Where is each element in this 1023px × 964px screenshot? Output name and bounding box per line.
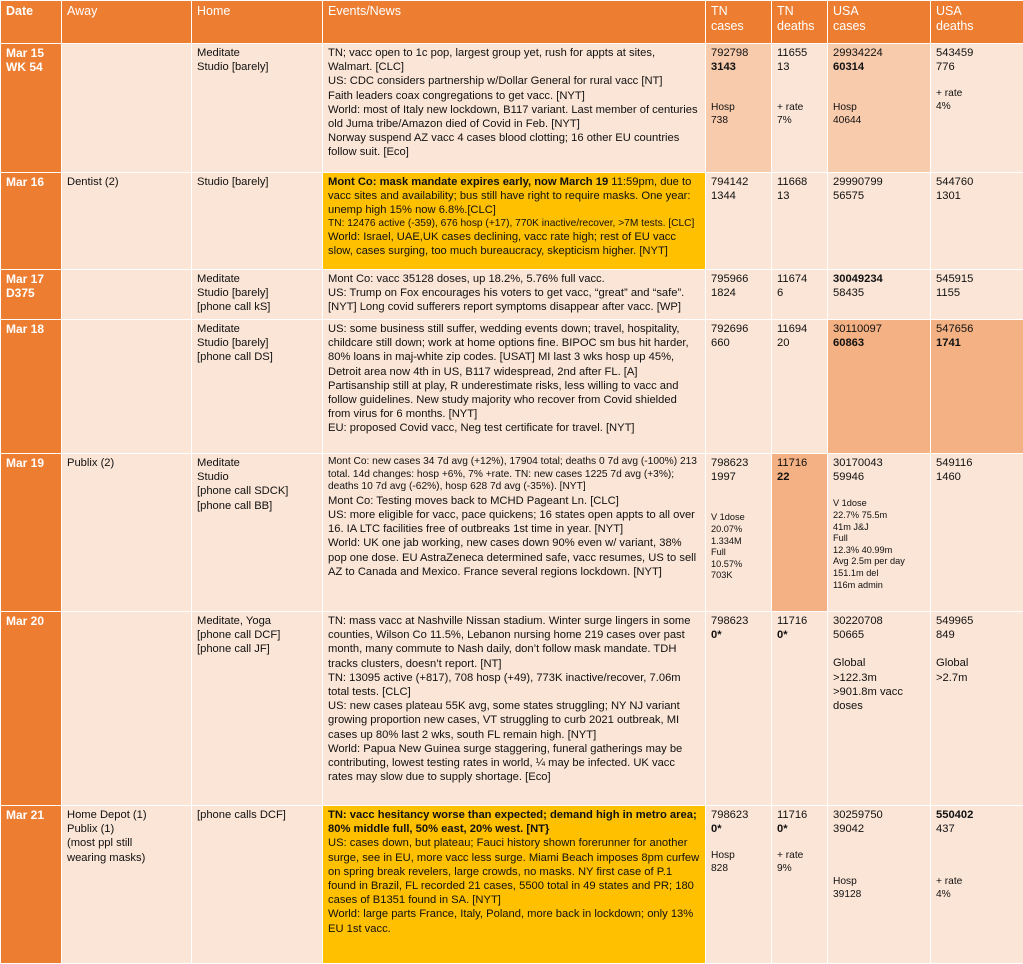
usa-cases-new: 59946 xyxy=(833,470,925,484)
tn-deaths-total: 11716 xyxy=(777,808,822,822)
usa-hosp: Hosp 39128 xyxy=(833,876,925,901)
header-row xyxy=(1,1,1023,44)
usa-deaths-total: 549116 xyxy=(936,456,1018,470)
header-tn-cases: TN cases xyxy=(706,1,772,44)
usa-vacc: V 1dose 22.7% 75.5m 41m J&J Full 12.3% 40.99m Avg 2.5m per day 151.1m del 116m admin xyxy=(833,498,925,591)
header-home: Home xyxy=(192,1,323,44)
tn-rate: + rate 9% xyxy=(777,850,822,875)
event-line: TN: 13095 active (+817), 708 hosp (+49), 773K inactive/recover, 7.06m total tests. [CLC] xyxy=(328,671,700,699)
tn-cases-new: 1824 xyxy=(711,286,766,300)
tn-deaths-total: 11655 xyxy=(777,46,822,60)
usa-cases-new: 39042 xyxy=(833,822,925,836)
usa-cases-total: 30170043 xyxy=(833,456,925,470)
tn-deaths-new: 6 xyxy=(777,286,822,300)
tn-hosp: Hosp 738 xyxy=(711,102,766,127)
table-row xyxy=(1,173,1023,270)
usa-cases-cell xyxy=(828,320,931,454)
tn-cases-cell xyxy=(706,270,772,320)
tn-cases-cell xyxy=(706,454,772,612)
away-cell: Publix (2) xyxy=(62,454,192,612)
usa-cases-cell xyxy=(828,454,931,612)
tn-deaths-cell xyxy=(772,270,828,320)
tn-deaths-new: 13 xyxy=(777,60,822,74)
home-cell: Studio [barely] xyxy=(192,173,323,270)
usa-cases-total: 30049234 xyxy=(833,272,925,286)
away-cell: Home Depot (1) Publix (1) (most ppl still wearing masks) xyxy=(62,806,192,964)
tn-deaths-total: 11668 xyxy=(777,175,822,189)
tn-deaths-cell xyxy=(772,454,828,612)
events-cell xyxy=(323,320,706,454)
tn-deaths-cell xyxy=(772,806,828,964)
tn-cases-new: 3143 xyxy=(711,60,766,74)
usa-cases-new: 60863 xyxy=(833,336,925,350)
header-usa-deaths: USA deaths xyxy=(931,1,1023,44)
usa-cases-total: 29934224 xyxy=(833,46,925,60)
usa-deaths-cell xyxy=(931,454,1023,612)
usa-rate: + rate 4% xyxy=(936,88,1018,113)
usa-deaths-new: 1155 xyxy=(936,286,1018,300)
usa-cases-total: 30110097 xyxy=(833,322,925,336)
tn-deaths-new: 0* xyxy=(777,822,822,836)
tn-deaths-new: 13 xyxy=(777,189,822,203)
tn-cases-new: 660 xyxy=(711,336,766,350)
usa-cases-cell xyxy=(828,612,931,806)
events-cell xyxy=(323,806,706,964)
event-line: TN; vacc open to 1c pop, largest group yet, rush for appts at sites, Walmart. [CLC] xyxy=(328,46,700,74)
header-away: Away xyxy=(62,1,192,44)
event-line: Mont Co: vacc 35128 doses, up 18.2%, 5.76% full vacc. xyxy=(328,272,700,286)
tn-vacc: V 1dose 20.07% 1.334M Full 10.57% 703K xyxy=(711,512,766,582)
usa-cases-total: 30259750 xyxy=(833,808,925,822)
home-cell: Meditate Studio [barely] xyxy=(192,44,323,173)
tn-cases-cell xyxy=(706,44,772,173)
usa-deaths-total: 547656 xyxy=(936,322,1018,336)
usa-deaths-new: 776 xyxy=(936,60,1018,74)
tn-cases-total: 795966 xyxy=(711,272,766,286)
tn-cases-new: 1997 xyxy=(711,470,766,484)
table-row xyxy=(1,612,1023,806)
tn-cases-total: 792798 xyxy=(711,46,766,60)
tn-hosp: Hosp 828 xyxy=(711,850,766,875)
event-line: TN: 12476 active (-359), 676 hosp (+17), 770K inactive/recover, >7M tests. [CLC] xyxy=(328,218,700,231)
events-cell xyxy=(323,612,706,806)
usa-deaths-total: 550402 xyxy=(936,808,1018,822)
usa-deaths-new: 1741 xyxy=(936,336,1018,350)
tn-deaths-total: 11694 xyxy=(777,322,822,336)
tn-cases-cell xyxy=(706,612,772,806)
tn-deaths-total: 11674 xyxy=(777,272,822,286)
table-row xyxy=(1,320,1023,454)
home-cell: Meditate, Yoga [phone call DCF] [phone call JF] xyxy=(192,612,323,806)
usa-cases-new: 56575 xyxy=(833,189,925,203)
events-cell xyxy=(323,44,706,173)
tn-rate: + rate 7% xyxy=(777,102,822,127)
usa-cases-cell xyxy=(828,44,931,173)
home-cell: [phone calls DCF] xyxy=(192,806,323,964)
usa-deaths-total: 544760 xyxy=(936,175,1018,189)
usa-deaths-new: 849 xyxy=(936,628,1018,642)
event-line: Norway suspend AZ vacc 4 cases blood clotting; 16 other EU countries follow suit. [Eco] xyxy=(328,131,700,159)
event-line: US: CDC considers partnership w/Dollar General for rural vacc [NT] xyxy=(328,74,700,88)
event-line: World: large parts France, Italy, Poland, more back in lockdown; only 13% EU 1st vacc. xyxy=(328,907,700,935)
global-cases: Global >122.3m >901.8m vacc doses xyxy=(833,656,925,713)
usa-deaths-new: 437 xyxy=(936,822,1018,836)
event-line: TN: vacc hesitancy worse than expected; demand high in metro area; 80% middle full, 50% east, 20% west. [NT} xyxy=(328,808,700,836)
tn-deaths-new: 0* xyxy=(777,628,822,642)
usa-deaths-new: 1460 xyxy=(936,470,1018,484)
events-cell xyxy=(323,454,706,612)
usa-cases-new: 50665 xyxy=(833,628,925,642)
date-cell: Mar 15 WK 54 xyxy=(1,44,62,173)
usa-cases-new: 60314 xyxy=(833,60,925,74)
event-line: US: some business still suffer, wedding events down; travel, hospitality, childcare still down; work at home options fine. BIPOC sm bus hit harder, 80% loans in maj-white zip codes. [USAT] MI last 3 wks hosp up 45%, Detroit area now 4th in US, B117 widespread, 2nd after FL. [A] Partisanship still at play, R underestimate risks, less willing to vacc and follow guidelines. New study majority who recover from Covid shielded from virus for 6 months. [NYT] xyxy=(328,322,700,421)
date-cell: Mar 21 xyxy=(1,806,62,964)
tn-cases-new: 1344 xyxy=(711,189,766,203)
usa-cases-total: 29990799 xyxy=(833,175,925,189)
events-cell xyxy=(323,270,706,320)
date-cell: Mar 20 xyxy=(1,612,62,806)
usa-cases-cell xyxy=(828,270,931,320)
event-line: US: new cases plateau 55K avg, some states struggling; NY NJ variant growing proportion new cases, VT struggling to curb 2021 outbreak, MI cases up 80% last 2 wks, south FL remain high. [NYT] xyxy=(328,699,700,742)
usa-deaths-total: 545915 xyxy=(936,272,1018,286)
event-line: Mont Co: mask mandate expires early, now March 19 11:59pm, due to vacc sites and availability; bus still have right to require masks. One year: unemp high 15% now 6.8%.[CLC] xyxy=(328,176,691,216)
usa-cases-total: 30220708 xyxy=(833,614,925,628)
away-cell: Dentist (2) xyxy=(62,173,192,270)
event-line: Mont Co: new cases 34 7d avg (+12%), 17904 total; deaths 0 7d avg (-100%) 213 total. 14d changes: hosp +6%, 7% +rate. TN: new cases 1225 7d avg (+3%); deaths 10 7d avg (-62%), hosp 628 7d avg (-35%). [NYT] xyxy=(328,456,700,494)
date-cell: Mar 17 D375 xyxy=(1,270,62,320)
usa-deaths-total: 543459 xyxy=(936,46,1018,60)
usa-hosp: Hosp 40644 xyxy=(833,102,925,127)
header-events: Events/News xyxy=(323,1,706,44)
usa-cases-cell xyxy=(828,173,931,270)
away-cell xyxy=(62,270,192,320)
usa-deaths-cell xyxy=(931,806,1023,964)
usa-deaths-cell xyxy=(931,270,1023,320)
usa-deaths-cell xyxy=(931,612,1023,806)
tn-deaths-total: 11716 xyxy=(777,456,822,470)
table-row xyxy=(1,270,1023,320)
tn-deaths-new: 20 xyxy=(777,336,822,350)
tn-cases-total: 798623 xyxy=(711,614,766,628)
date-cell: Mar 18 xyxy=(1,320,62,454)
tn-deaths-new: 22 xyxy=(777,470,822,484)
header-date: Date xyxy=(1,1,62,44)
home-cell: Meditate Studio [barely] [phone call kS] xyxy=(192,270,323,320)
home-cell: Meditate Studio [barely] [phone call DS] xyxy=(192,320,323,454)
event-line: US: Trump on Fox encourages his voters to get vacc, “great” and “safe”. [NYT] Long covid sufferers report symptoms disappear after vacc. [WP] xyxy=(328,286,700,314)
away-cell xyxy=(62,320,192,454)
tn-cases-cell xyxy=(706,806,772,964)
usa-cases-new: 58435 xyxy=(833,286,925,300)
table-row xyxy=(1,44,1023,173)
event-line: TN: mass vacc at Nashville Nissan stadium. Winter surge lingers in some counties, Wilson Co 11.5%, Lebanon nursing home 219 cases over past month, many commute to Nash daily, don’t follow mask mandate. TDH tracks clusters, doesn’t report. [NT] xyxy=(328,614,700,671)
event-line: World: Papua New Guinea surge staggering, funeral gatherings may be contributing, lowest testing rates in world, ¼ may be infected. UK vacc rates may slow due to supply shortage. [Eco] xyxy=(328,742,700,785)
event-line: Faith leaders coax congregations to get vacc. [NYT] xyxy=(328,89,700,103)
date-cell: Mar 16 xyxy=(1,173,62,270)
event-line: US: cases down, but plateau; Fauci history shown forerunner for another surge, see in EU, more vacc less surge. Miami Beach imposes 8pm curfew on spring break revelers, large crowds, no masks. NY first case of P.1 found in Brazil, FL recorded 21 cases, 5500 total in 49 states and PR; 180 cases of B1351 found in SA. [NYT] xyxy=(328,836,700,907)
usa-deaths-cell xyxy=(931,173,1023,270)
event-line: World: UK one jab working, new cases down 90% even w/ variant, 38% pop one dose. EU AstraZeneca determined safe, vacc resumes, US to sell AZ to Canada and Mexico. France several regions lockdown. [NYT] xyxy=(328,536,700,579)
tn-cases-total: 792696 xyxy=(711,322,766,336)
tn-cases-total: 798623 xyxy=(711,808,766,822)
tn-cases-new: 0* xyxy=(711,628,766,642)
tn-cases-new: 0* xyxy=(711,822,766,836)
tn-deaths-cell xyxy=(772,320,828,454)
event-line: Mont Co: Testing moves back to MCHD Pageant Ln. [CLC] xyxy=(328,494,700,508)
tn-cases-total: 798623 xyxy=(711,456,766,470)
header-tn-deaths: TN deaths xyxy=(772,1,828,44)
usa-deaths-new: 1301 xyxy=(936,189,1018,203)
event-line: EU: proposed Covid vacc, Neg test certificate for travel. [NYT] xyxy=(328,421,700,435)
table-row xyxy=(1,806,1023,964)
tn-deaths-cell xyxy=(772,173,828,270)
usa-deaths-cell xyxy=(931,44,1023,173)
event-line: World: most of Italy new lockdown, B117 variant. Last member of centuries old Juma tribe/Amazon died of Covid in Feb. [NYT] xyxy=(328,103,700,131)
away-cell xyxy=(62,44,192,173)
global-deaths: Global >2.7m xyxy=(936,656,1018,684)
tn-deaths-cell xyxy=(772,612,828,806)
usa-deaths-cell xyxy=(931,320,1023,454)
tn-deaths-total: 11716 xyxy=(777,614,822,628)
event-line: World: Israel, UAE,UK cases declining, vacc rate high; rest of EU vacc slow, cases surging, too much bureaucracy, skepticism higher. [NYT] xyxy=(328,230,700,258)
tn-deaths-cell xyxy=(772,44,828,173)
date-cell: Mar 19 xyxy=(1,454,62,612)
usa-cases-cell xyxy=(828,806,931,964)
usa-rate: + rate 4% xyxy=(936,876,1018,901)
tn-cases-cell xyxy=(706,320,772,454)
event-line: US: more eligible for vacc, pace quickens; 16 states open appts to all over 16. IA LTC facilities free of outbreaks 1st time in year. [NYT] xyxy=(328,508,700,536)
tn-cases-cell xyxy=(706,173,772,270)
header-usa-cases: USA cases xyxy=(828,1,931,44)
away-cell xyxy=(62,612,192,806)
events-cell xyxy=(323,173,706,270)
tn-cases-total: 794142 xyxy=(711,175,766,189)
home-cell: Meditate Studio [phone call SDCK] [phone call BB] xyxy=(192,454,323,612)
table-row xyxy=(1,454,1023,612)
usa-deaths-total: 549965 xyxy=(936,614,1018,628)
